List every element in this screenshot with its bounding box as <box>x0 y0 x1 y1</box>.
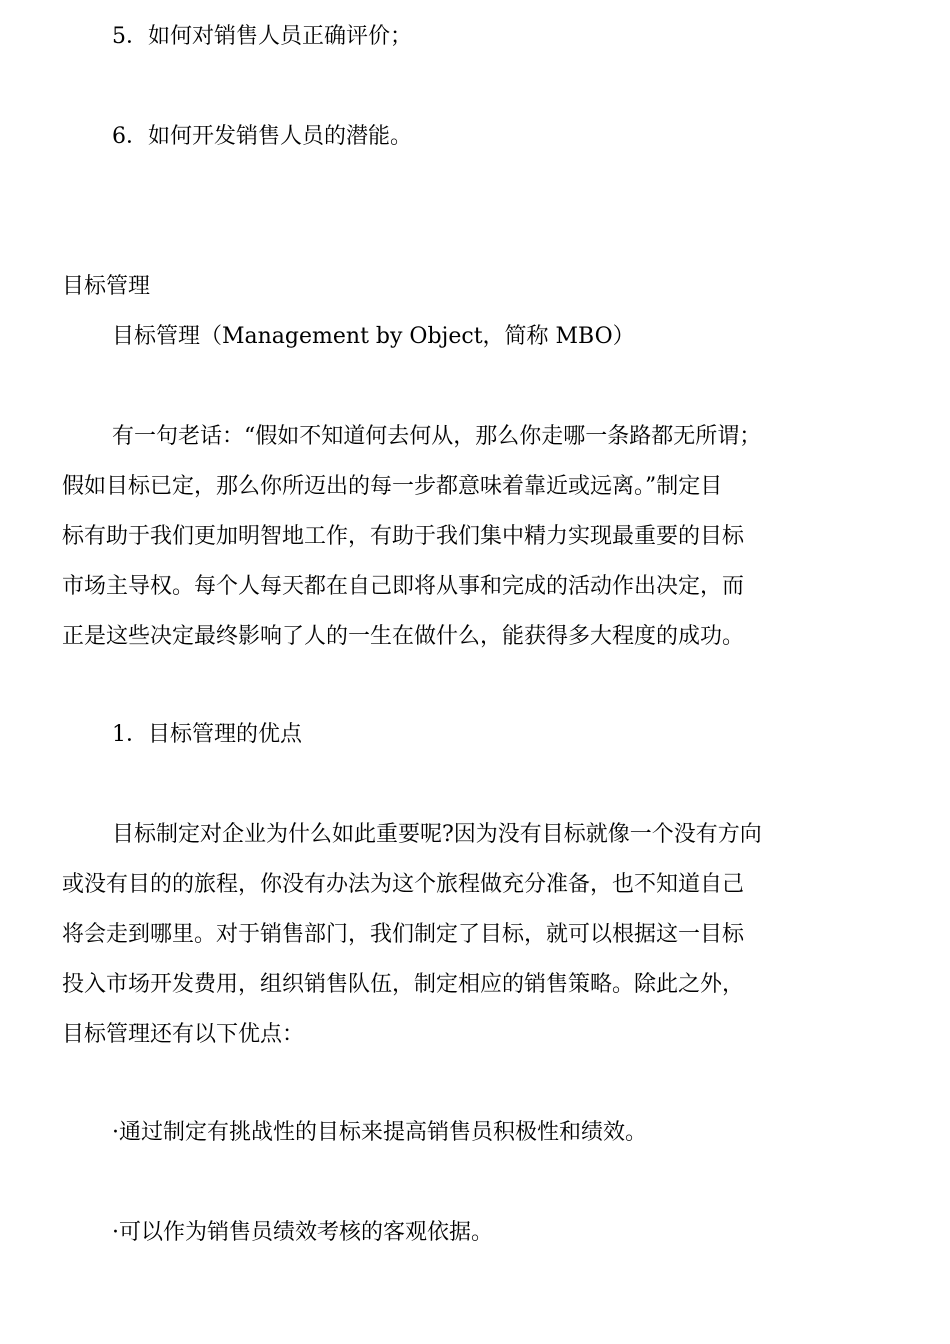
paragraph-line: 投入市场开发费用，组织销售队伍，制定相应的销售策略。除此之外， <box>62 972 745 997</box>
paragraph-line: 目标管理还有以下优点： <box>62 1022 305 1047</box>
paragraph-line: 市场主导权。每个人每天都在自己即将从事和完成的活动作出决定，而 <box>62 574 745 599</box>
section-subheading: 目标管理（Management by Object，简称 MBO） <box>112 324 635 349</box>
paragraph-line: 目标制定对企业为什么如此重要呢?因为没有目标就像一个没有方向 <box>112 822 762 847</box>
paragraph-line: 假如目标已定，那么你所迈出的每一步都意味着靠近或远离。”制定目 <box>62 474 723 499</box>
subsection-heading: 1．目标管理的优点 <box>112 722 302 747</box>
list-item-6: 6．如何开发销售人员的潜能。 <box>112 124 412 149</box>
paragraph-line: 将会走到哪里。对于销售部门，我们制定了目标，就可以根据这一目标 <box>62 922 745 947</box>
list-item-5: 5．如何对销售人员正确评价； <box>112 24 412 49</box>
paragraph-line: 有一句老话：“假如不知道何去何从，那么你走哪一条路都无所谓； <box>112 424 762 449</box>
paragraph-line: 或没有目的的旅程，你没有办法为这个旅程做充分准备，也不知道自己 <box>62 872 745 897</box>
section-heading: 目标管理 <box>62 274 151 299</box>
paragraph-line: 正是这些决定最终影响了人的一生在做什么，能获得多大程度的成功。 <box>62 624 745 649</box>
bullet-item: ·可以作为销售员绩效考核的客观依据。 <box>112 1220 493 1245</box>
paragraph-advantages <box>62 810 894 1060</box>
bullet-item: ·通过制定有挑战性的目标来提高销售员积极性和绩效。 <box>112 1120 647 1145</box>
paragraph-line: 标有助于我们更加明智地工作，有助于我们集中精力实现最重要的目标 <box>62 524 745 549</box>
paragraph-intro <box>62 412 894 662</box>
